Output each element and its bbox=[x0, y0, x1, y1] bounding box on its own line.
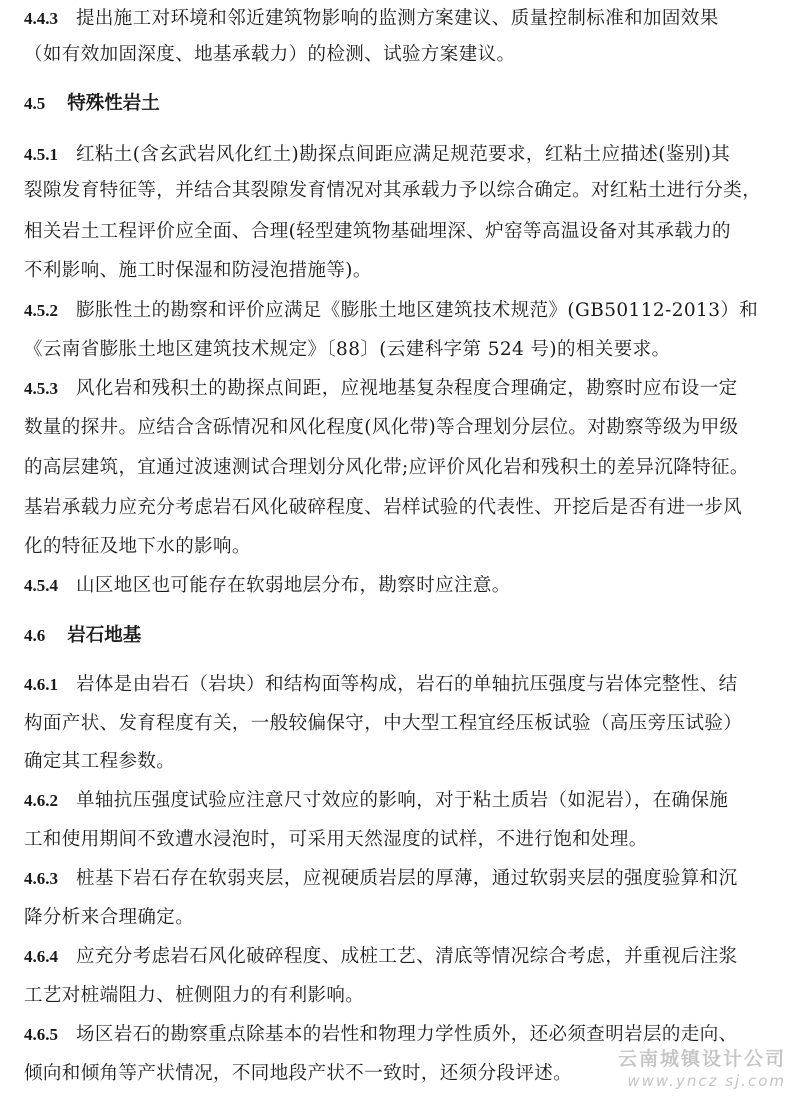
clause-number: 4.5.3 bbox=[24, 379, 58, 398]
paragraph-4-5-2-line-2 bbox=[24, 335, 780, 365]
paragraph-text: （如有效加固深度、地基承载力）的检测、试验方案建议。 bbox=[24, 44, 516, 65]
clause-number: 4.6.4 bbox=[24, 947, 58, 966]
paragraph-text: 提出施工对环境和邻近建筑物影响的监测方案建议、质量控制标准和加固效果 bbox=[76, 8, 719, 29]
clause-number: 4.5.4 bbox=[24, 576, 58, 595]
paragraph-4-5-3-line-5 bbox=[24, 532, 780, 562]
watermark-url: www.yncz sj.com bbox=[627, 1072, 786, 1090]
clause-number: 4.6.5 bbox=[24, 1025, 58, 1044]
paragraph-4-5-1-line-4 bbox=[24, 256, 780, 286]
paragraph-text: 单轴抗压强度试验应注意尺寸效应的影响，对于粘土质岩（如泥岩），在确保施 bbox=[76, 790, 729, 811]
paragraph-text: 相关岩土工程评价应全面、合理(轻型建筑物基础埋深、炉窑等高温设备对其承载力的 bbox=[24, 221, 731, 242]
paragraph-4-4-3-line-2 bbox=[24, 40, 780, 70]
paragraph-text: 裂隙发育特征等，并结合其裂隙发育情况对其承载力予以综合确定。对红粘土进行分类， bbox=[24, 180, 762, 201]
paragraph-text: 应充分考虑岩石风化破碎程度、成桩工艺、清底等情况综合考虑，并重视后注浆 bbox=[76, 946, 738, 967]
paragraph-text: 桩基下岩石存在软弱夹层，应视硬质岩层的厚薄，通过软弱夹层的强度验算和沉 bbox=[76, 868, 738, 889]
paragraph-4-6-4-line-2 bbox=[24, 981, 780, 1011]
paragraph-4-5-3-line-4 bbox=[24, 493, 780, 523]
paragraph-4-6-2-line-1 bbox=[24, 786, 780, 816]
clause-number: 4.6.2 bbox=[24, 791, 58, 810]
paragraph-text: 构面产状、发育程度有关，一般较偏保守，中大型工程宜经压板试验（高压旁压试验） bbox=[24, 713, 743, 734]
watermark-company-name: 云南城镇设计公司 bbox=[617, 1048, 786, 1070]
paragraph-4-6-5-line-1 bbox=[24, 1020, 780, 1050]
paragraph-text: 场区岩石的勘察重点除基本的岩性和物理力学性质外，还必须查明岩层的走向、 bbox=[76, 1024, 738, 1045]
paragraph-text: 基岩承载力应充分考虑岩石风化破碎程度、岩样试验的代表性、开挖后是否有进一步风 bbox=[24, 497, 743, 518]
paragraph-text: 岩体是由岩石（岩块）和结构面等构成，岩石的单轴抗压强度与岩体完整性、结 bbox=[76, 674, 738, 695]
paragraph-4-6-2-line-2 bbox=[24, 825, 780, 855]
paragraph-4-4-3-line-1 bbox=[24, 4, 780, 34]
clause-number: 4.4.3 bbox=[24, 9, 58, 28]
section-heading-4-5 bbox=[24, 89, 780, 119]
section-heading-4-6 bbox=[24, 621, 780, 651]
paragraph-text: 山区地区也可能存在软弱地层分布，勘察时应注意。 bbox=[76, 575, 511, 596]
paragraph-text: 工和使用期间不致遭水浸泡时，可采用天然湿度的试样，不进行饱和处理。 bbox=[24, 829, 648, 850]
paragraph-4-5-1-line-1 bbox=[24, 140, 780, 170]
paragraph-4-6-4-line-1 bbox=[24, 942, 780, 972]
paragraph-text: 膨胀性土的勘察和评价应满足《膨胀土地区建筑技术规范》(GB50112-2013）和 bbox=[76, 300, 759, 321]
clause-number: 4.6.1 bbox=[24, 675, 58, 694]
section-number: 4.6 bbox=[24, 626, 46, 645]
paragraph-text: 降分析来合理确定。 bbox=[24, 907, 195, 928]
section-number: 4.5 bbox=[24, 94, 46, 113]
paragraph-4-5-1-line-2 bbox=[24, 176, 780, 206]
paragraph-4-5-3-line-2 bbox=[24, 413, 780, 443]
paragraph-4-6-1-line-2 bbox=[24, 709, 780, 739]
paragraph-4-6-1-line-1 bbox=[24, 670, 780, 700]
clause-number: 4.6.3 bbox=[24, 869, 58, 888]
paragraph-text: 工艺对桩端阻力、桩侧阻力的有利影响。 bbox=[24, 985, 365, 1006]
paragraph-text: 数量的探井。应结合含砾情况和风化程度(风化带)等合理划分层位。对勘察等级为甲级 bbox=[24, 417, 739, 438]
paragraph-text: 不利影响、施工时保湿和防浸泡措施等)。 bbox=[24, 260, 372, 281]
paragraph-4-6-3-line-1 bbox=[24, 864, 780, 894]
section-title: 岩石地基 bbox=[67, 625, 142, 646]
paragraph-text: 《云南省膨胀土地区建筑技术规定》〔88〕(云建科字第 524 号)的相关要求。 bbox=[24, 339, 671, 360]
paragraph-text: 的高层建筑，宜通过波速测试合理划分风化带;应评价风化岩和残积土的差异沉降特征。 bbox=[24, 457, 749, 478]
paragraph-4-5-3-line-3 bbox=[24, 453, 780, 483]
paragraph-text: 风化岩和残积土的勘探点间距，应视地基复杂程度合理确定，勘察时应布设一定 bbox=[76, 378, 738, 399]
paragraph-4-5-1-line-3 bbox=[24, 217, 780, 247]
paragraph-text: 确定其工程参数。 bbox=[24, 751, 176, 772]
paragraph-4-5-3-line-1 bbox=[24, 374, 780, 404]
clause-number: 4.5.2 bbox=[24, 301, 58, 320]
paragraph-4-6-1-line-3 bbox=[24, 747, 780, 777]
paragraph-text: 倾向和倾角等产状情况，不同地段产状不一致时，还须分段评述。 bbox=[24, 1063, 573, 1084]
paragraph-4-5-2-line-1 bbox=[24, 296, 780, 326]
site-watermark bbox=[586, 1047, 786, 1091]
section-title: 特殊性岩土 bbox=[67, 93, 160, 114]
paragraph-text: 红粘土(含玄武岩风化红土)勘探点间距应满足规范要求，红粘土应描述(鉴别)其 bbox=[76, 144, 731, 165]
clause-number: 4.5.1 bbox=[24, 145, 58, 164]
paragraph-text: 化的特征及地下水的影响。 bbox=[24, 536, 251, 557]
paragraph-4-5-4 bbox=[24, 571, 780, 601]
paragraph-4-6-3-line-2 bbox=[24, 903, 780, 933]
